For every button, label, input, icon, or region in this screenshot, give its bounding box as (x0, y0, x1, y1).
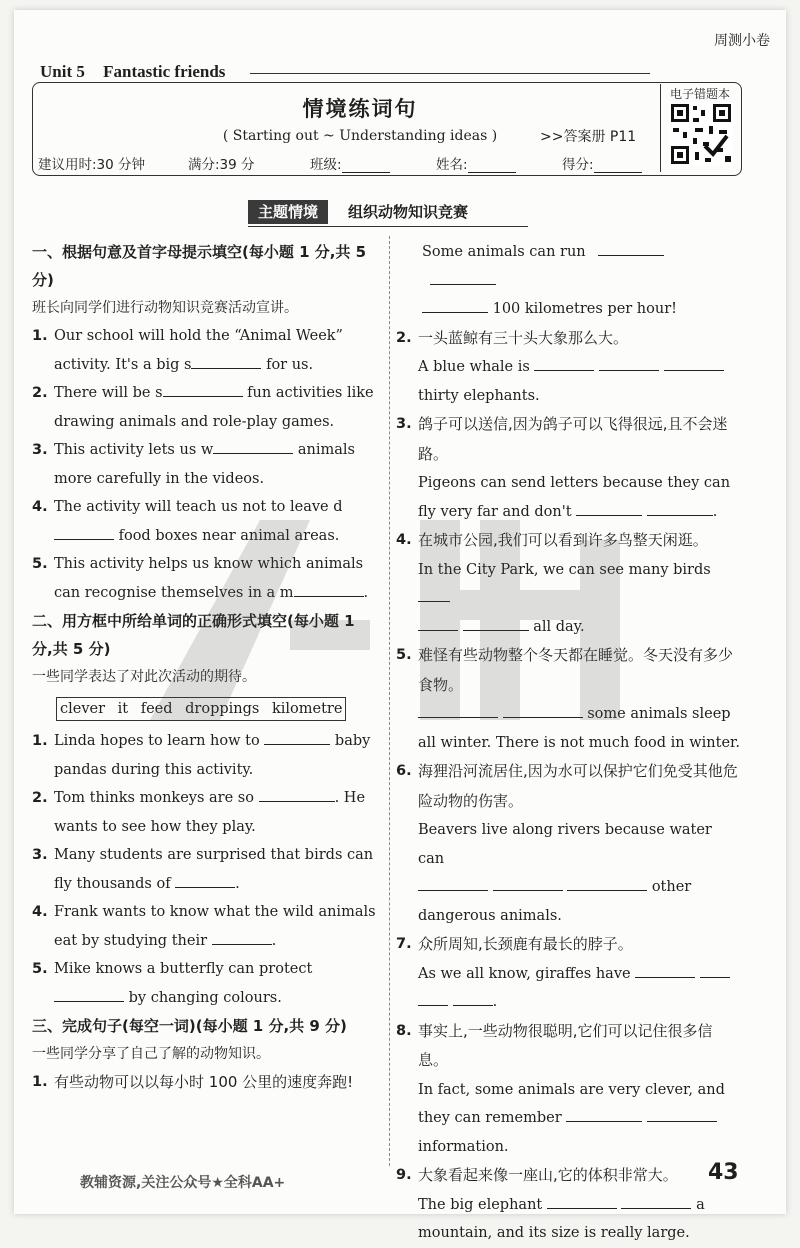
unit-rule (250, 73, 650, 74)
answer-blank[interactable] (54, 525, 114, 540)
answer-blank[interactable] (547, 1194, 617, 1209)
corner-tag: 周测小卷 (714, 33, 770, 49)
score-label: 满分:39 分 (188, 157, 255, 173)
answer-blank[interactable] (264, 730, 330, 745)
s3-question-5: 5. 难怪有些动物整个冬天都在睡觉。冬天没有多少食物。 some animals sleep all winter. There is not much food in winter. (396, 646, 740, 751)
s2-question-1: 1. Linda hopes to learn how to baby pandas during this activity. (32, 727, 378, 784)
answer-blank[interactable] (191, 354, 261, 369)
answer-blank[interactable] (664, 356, 724, 371)
answer-blank[interactable] (635, 963, 695, 978)
left-column (32, 238, 378, 1097)
s2-question-3: 3. Many students are surprised that birds can fly thousands of . (32, 847, 374, 892)
answer-blank[interactable] (647, 1107, 717, 1122)
s2-question-2: 2. Tom thinks monkeys are so . He wants to see how they play. (32, 784, 378, 841)
section2-intro: 一些同学表达了对此次活动的期待。 (32, 669, 256, 685)
s1-question-3: 3. This activity lets us w animals more carefully in the videos. (32, 436, 378, 493)
theme-text: 组织动物知识竞赛 (348, 203, 469, 221)
answer-blank[interactable] (259, 787, 335, 802)
answer-blank[interactable] (54, 987, 124, 1002)
answer-blank[interactable] (418, 876, 488, 891)
s3-question-2: 2. 一头蓝鲸有三十头大象那么大。 A blue whale is thirty elephants. (396, 324, 742, 411)
answer-blank[interactable] (599, 356, 659, 371)
answer-blank[interactable] (493, 876, 563, 891)
s1-question-2: 2. There will be s fun activities like drawing animals and role-play games. (32, 379, 378, 436)
answer-blank[interactable] (598, 241, 664, 256)
s2-question-4: 4. Frank wants to know what the wild animals eat by studying their . (32, 904, 376, 949)
name-label: 姓名: (436, 157, 468, 173)
qr-panel (660, 84, 739, 172)
s3-question-4: 4. 在城市公园,我们可以看到许多鸟整天闲逛。 In the City Park, we can see many birds all day. (396, 531, 711, 635)
answer-blank[interactable] (212, 930, 272, 945)
answer-blank[interactable] (430, 270, 496, 285)
answer-blank[interactable] (213, 439, 293, 454)
answer-blank[interactable] (567, 876, 647, 891)
page-subtitle: ( Starting out ~ Understanding ideas ) (222, 128, 498, 144)
time-label: 建议用时:30 分钟 (38, 157, 146, 173)
s1-question-5: 5. This activity helps us know which animals can recognise themselves in a m . (32, 556, 369, 601)
section1-heading: 一、根据句意及首字母提示填空(每小题 1 分,共 5 分) (32, 243, 367, 289)
page-title: 情境练词句 (302, 97, 418, 121)
s3-question-6: 6. 海狸沿河流居住,因为水可以保护它们免受其他危险动物的伤害。 Beavers live along rivers because water can other dangerous animals. (396, 762, 738, 924)
answer-blank[interactable] (418, 616, 458, 631)
answer-blank[interactable] (534, 356, 594, 371)
answer-blank[interactable] (566, 1107, 642, 1122)
theme-tag: 主题情境 (248, 200, 328, 224)
footer-note: 教辅资源,关注公众号★全科AA+ (80, 1175, 286, 1191)
answer-blank[interactable] (503, 703, 583, 718)
answer-blank[interactable] (163, 382, 243, 397)
s3-question-8: 8. 事实上,一些动物很聪明,它们可以记住很多信息。 In fact, some animals are very clever, and they can remember information. (396, 1021, 725, 1155)
qr-label: 电子错题本 (669, 87, 730, 101)
s3-question-1-cn: 1. 有些动物可以以每小时 100 公里的速度奔跑! (32, 1073, 354, 1091)
answer-blank[interactable] (576, 501, 642, 516)
answer-blank[interactable] (418, 703, 498, 718)
answer-blank[interactable] (422, 298, 488, 313)
answer-blank[interactable] (418, 991, 448, 1006)
name-field[interactable] (468, 160, 516, 173)
unit-number: Unit 5 (40, 62, 85, 81)
section2-heading: 二、用方框中所给单词的正确形式填空(每小题 1 分,共 5 分) (32, 612, 355, 658)
s3-question-7: 7. 众所周知,长颈鹿有最长的脖子。 As we all know, giraffes have . (396, 930, 742, 1017)
class-field[interactable] (342, 160, 390, 173)
section1-intro: 班长向同学们进行动物知识竞赛活动宣讲。 (32, 300, 298, 316)
answer-blank[interactable] (418, 587, 450, 602)
right-column (396, 238, 742, 1248)
answer-blank[interactable] (700, 963, 730, 978)
s3-question-9: 9. 大象看起来像一座山,它的体积非常大。 The big elephant a mountain, and its size is really large. (396, 1166, 705, 1241)
unit-heading (40, 62, 770, 82)
answer-reference: >>答案册 P11 (540, 129, 637, 145)
s3-question-1-en: Some animals can run 100 kilometres per hour! (396, 238, 742, 324)
s1-question-4: 4. The activity will teach us not to leave d food boxes near animal areas. (32, 499, 343, 544)
answer-blank[interactable] (453, 991, 493, 1006)
column-divider (389, 236, 390, 1166)
s2-question-5: 5. Mike knows a butterfly can protect by changing colours. (32, 961, 313, 1006)
theme-banner (248, 200, 528, 227)
info-fields (38, 153, 658, 173)
answer-blank[interactable] (175, 873, 235, 888)
points-label: 得分: (562, 157, 594, 173)
unit-title: Fantastic friends (103, 62, 226, 81)
s3-question-3: 3. 鸽子可以送信,因为鸽子可以飞得很远,且不会迷路。 Pigeons can send letters because they can fly very far and don't . (396, 415, 731, 520)
answer-blank[interactable] (294, 582, 364, 597)
page-number: 43 (708, 1160, 739, 1185)
section3-intro: 一些同学分享了自己了解的动物知识。 (32, 1046, 270, 1062)
class-label: 班级: (310, 157, 342, 173)
points-field[interactable] (594, 160, 642, 173)
qr-code-icon[interactable] (669, 102, 733, 166)
s1-question-1: 1. Our school will hold the “Animal Week” activity. It's a big s for us. (32, 328, 343, 373)
answer-blank[interactable] (621, 1194, 691, 1209)
answer-blank[interactable] (463, 616, 529, 631)
section3-heading: 三、完成句子(每空一词)(每小题 1 分,共 9 分) (32, 1017, 347, 1035)
answer-blank[interactable] (647, 501, 713, 516)
word-box: clever it feed droppings kilometre (56, 697, 346, 721)
